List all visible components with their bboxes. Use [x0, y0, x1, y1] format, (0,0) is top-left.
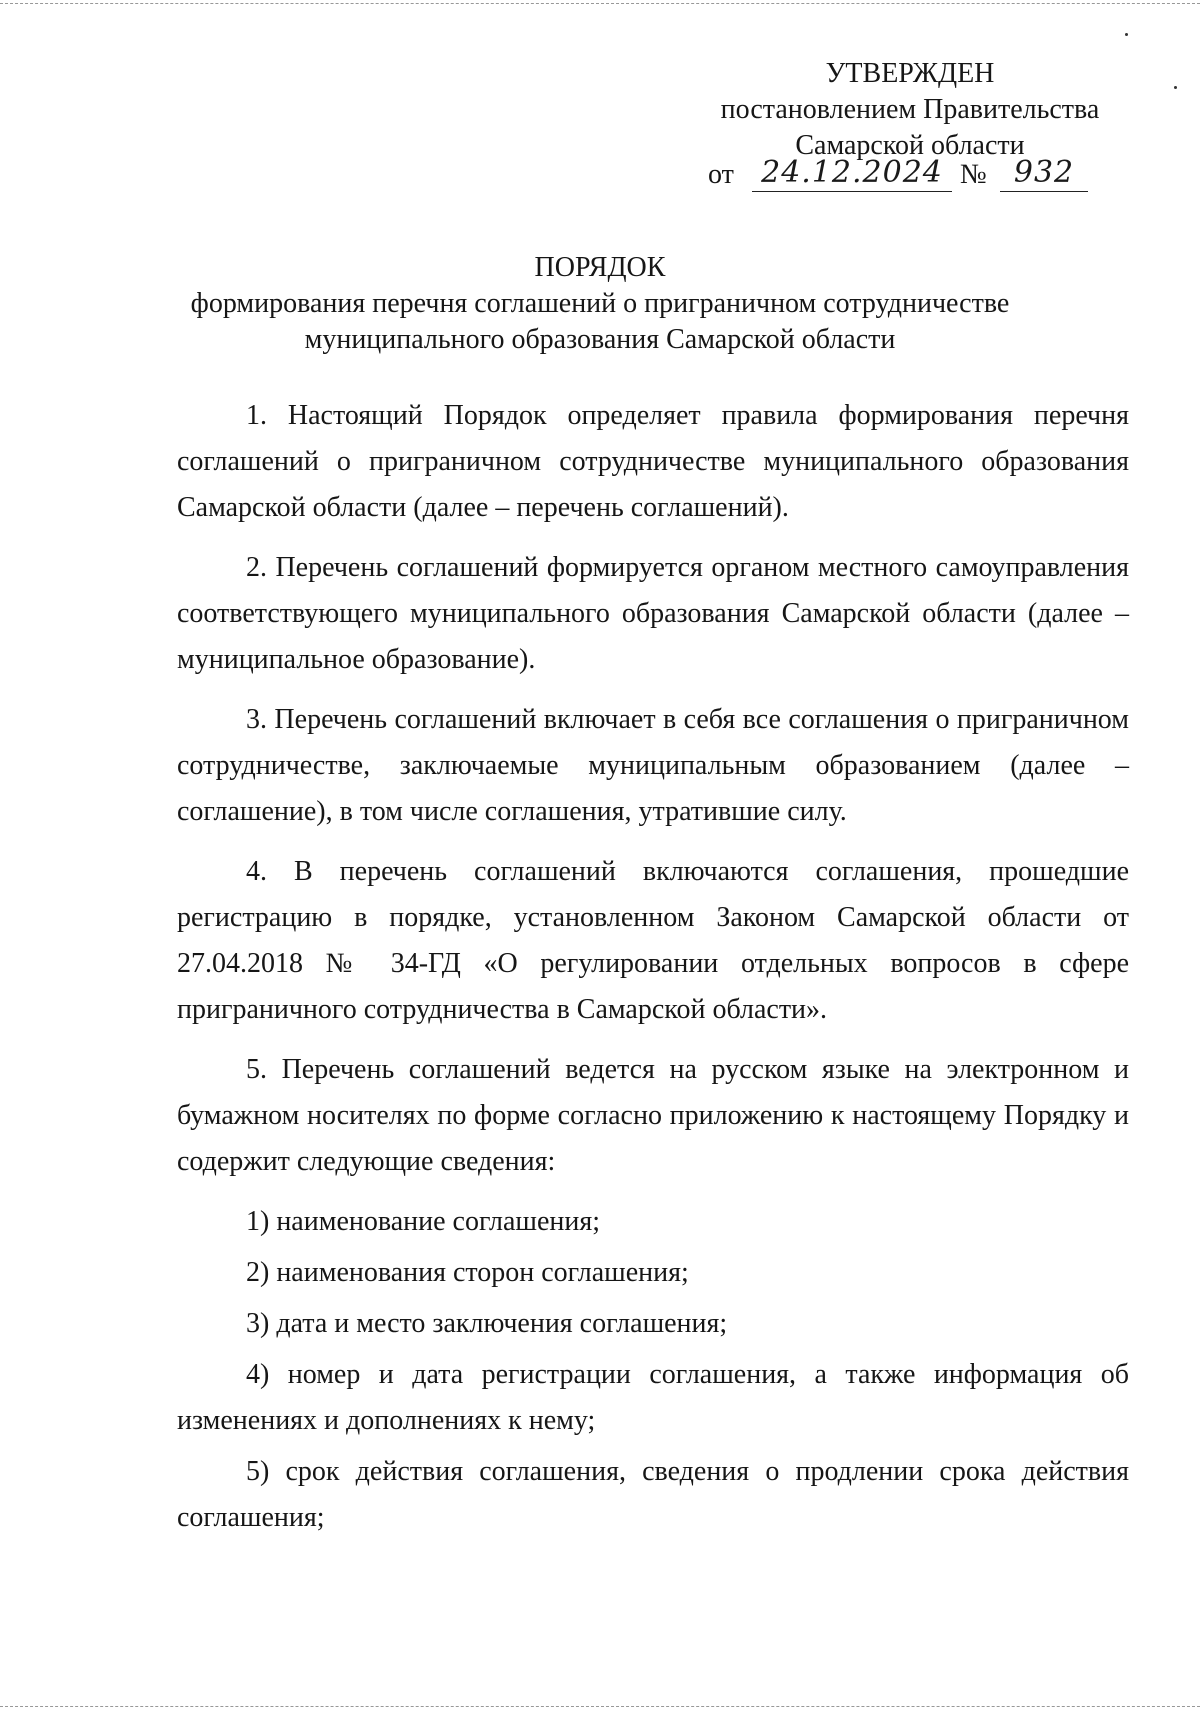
handwritten-number: 932: [1000, 153, 1088, 192]
list-item: 3) дата и место заключения соглашения;: [246, 1308, 728, 1339]
list-item: 1) наименование соглашения;: [246, 1206, 601, 1237]
paragraph: 2. Перечень соглашений формируется органом местного самоуправления соответствующего муниципального образования Самарской области (далее – муниципальное образование).: [177, 552, 1129, 675]
scan-edge-bottom: [0, 1706, 1200, 1707]
document-subtitle-line-2: муниципального образования Самарской области: [304, 324, 896, 355]
number-prefix: №: [960, 159, 987, 190]
scan-edge-top: [0, 3, 1200, 4]
approval-date-row: [708, 157, 1088, 197]
approved-region: Самарской области: [795, 130, 1025, 161]
list-item: 2) наименования сторон соглашения;: [246, 1257, 689, 1288]
scan-speck: [1174, 86, 1177, 89]
list-item: 4) номер и дата регистрации соглашения, а также информация об изменениях и дополнениях к нему;: [177, 1359, 1129, 1436]
document-subtitle-line-1: формирования перечня соглашений о приграничном сотрудничестве: [190, 288, 1010, 319]
paragraph: 3. Перечень соглашений включает в себя все соглашения о приграничном сотрудничестве, заключаемые муниципальным образованием (далее – соглашение), в том числе соглашения, утратившие силу.: [177, 704, 1129, 827]
date-prefix: от: [708, 159, 734, 190]
document-title: ПОРЯДОК: [534, 252, 666, 283]
document-heading: [0, 250, 1200, 358]
paragraph: 1. Настоящий Порядок определяет правила формирования перечня соглашений о приграничном сотрудничестве муниципального образования Самарской области (далее – перечень соглашений).: [177, 400, 1129, 523]
approved-label: УТВЕРЖДЕН: [825, 58, 995, 89]
paragraph: 4. В перечень соглашений включаются соглашения, прошедшие регистрацию в порядке, установленном Законом Самарской области от 27.04.2018 № 34-ГД «О регулировании отдельных вопросов в сфере приграничного сотрудничества в Самарской области».: [177, 856, 1129, 1025]
document-body: [177, 393, 1129, 1546]
handwritten-date: 24.12.2024: [752, 153, 952, 192]
paragraph: 5. Перечень соглашений ведется на русском языке на электронном и бумажном носителях по форме согласно приложению к настоящему Порядку и содержит следующие сведения:: [177, 1054, 1129, 1177]
approved-by: постановлением Правительства: [720, 94, 1100, 125]
scan-speck: [1125, 33, 1128, 36]
list-item: 5) срок действия соглашения, сведения о продлении срока действия соглашения;: [177, 1456, 1129, 1533]
approval-stamp: [700, 56, 1120, 164]
